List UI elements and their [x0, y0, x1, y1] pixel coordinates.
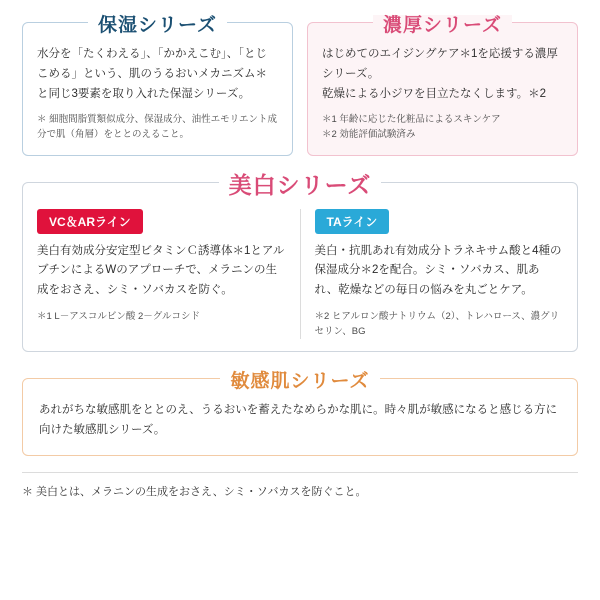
- white-series-columns: [23, 183, 577, 352]
- white-ta-text: 美白・抗肌あれ有効成分トラネキサム酸と4種の保湿成分＊2を配合。シミ・ソバカス、肌あれ、乾燥などの毎日の悩みを丸ごとケア。: [314, 244, 562, 297]
- moisture-series-note: ＊ 細胞間脂質類似成分、保湿成分、油性エモリエント成分で肌（角層）をととのえること。: [37, 114, 277, 141]
- sensitive-series-text: あれがちな敏感肌をととのえ、うるおいを蓄えたなめらかな肌に。時々肌が敏感になると感じる方に向けた敏感肌シリーズ。: [39, 404, 558, 437]
- card-sensitive-series: [22, 371, 578, 456]
- moisture-series-title: 保湿シリーズ: [23, 10, 292, 37]
- top-row: [22, 15, 578, 156]
- sensitive-series-title: 敏感肌シリーズ: [23, 366, 577, 393]
- rich-series-text-line-1: はじめてのエイジングケア＊1を応援する濃厚シリーズ。: [322, 48, 558, 80]
- moisture-series-body: [23, 23, 292, 155]
- rich-series-body: [308, 23, 577, 153]
- rich-series-note-2: ＊2 効能評価試験済み: [322, 129, 416, 141]
- footer-note: ＊ 美白とは、メラニンの生成をおさえ、シミ・ソバカスを防ぐこと。: [22, 472, 578, 499]
- rich-series-note-1: ＊1 年齢に応じた化粧品によるスキンケア: [322, 114, 501, 126]
- card-rich-series: [307, 15, 578, 156]
- rich-series-title: 濃厚シリーズ: [308, 10, 577, 37]
- white-vc-text: 美白有効成分安定型ビタミンＣ誘導体＊1とアルブチンによるWのアプローチで、メラニンの生成をおさえ、シミ・ソバカスを防ぐ。: [37, 244, 285, 297]
- white-series-title: 美白シリーズ: [23, 167, 577, 200]
- badge-vc-ar-line: VC＆ARライン: [37, 209, 143, 234]
- badge-ta-line: TAライン: [315, 209, 390, 234]
- column-divider: [300, 209, 301, 340]
- white-series-column-vc: [37, 209, 286, 340]
- moisture-series-text: 水分を「たくわえる」、「かかえこむ」、「とじこめる」という、肌のうるおいメカニズム＊と同じ3要素を取り入れた保湿シリーズ。: [37, 48, 267, 100]
- white-ta-note: ＊2 ヒアルロン酸ナトリウム（2）、トレハロース、濃グリセリン、BG: [314, 310, 560, 338]
- white-series-column-ta: [315, 209, 564, 340]
- card-moisture-series: [22, 15, 293, 156]
- rich-series-text-line-2: 乾燥による小ジワを目立たなくします。＊2: [322, 87, 546, 100]
- card-white-series: [22, 171, 578, 353]
- white-vc-note: ＊1 L－アスコルビン酸 2－グルコシド: [37, 310, 200, 322]
